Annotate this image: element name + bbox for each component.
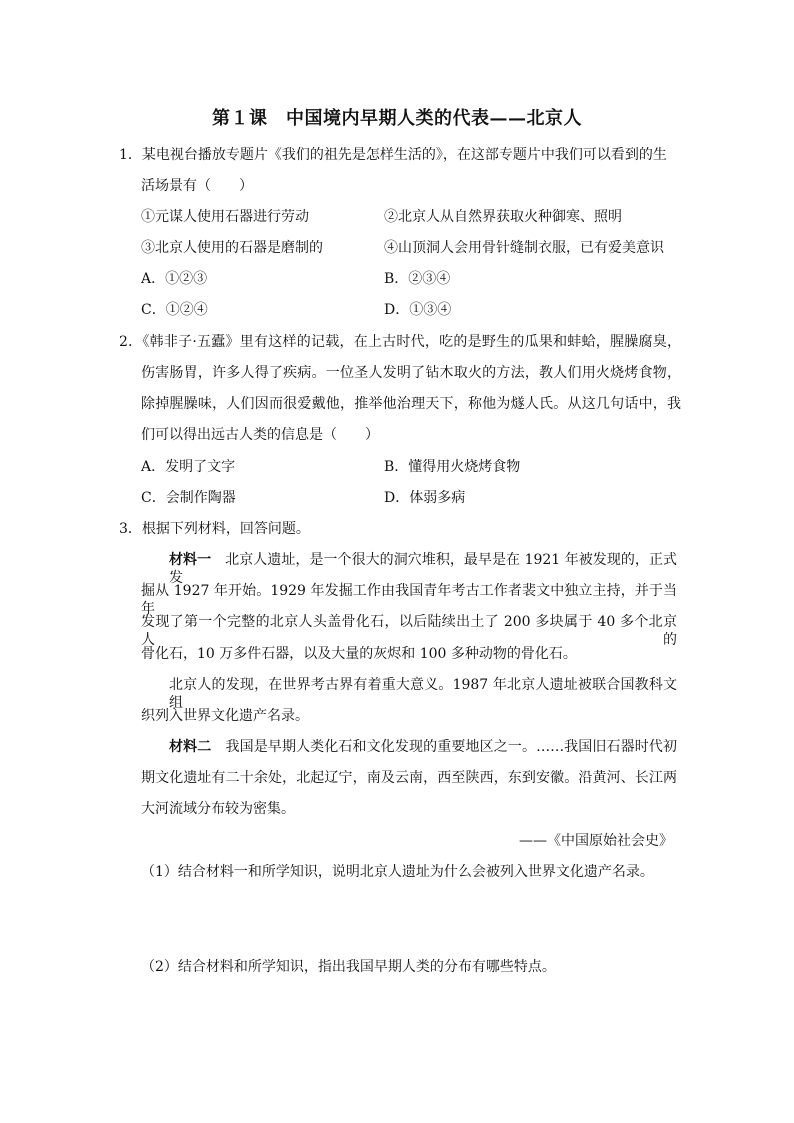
q3-material1-line4: 骨化石，10 万多件石器，以及大量的灰烬和 100 多种动物的骨化石。: [141, 646, 577, 662]
material1-text: 北京人遗址，是一个很大的洞穴堆积，最早是在 1921 年被发现的，正式发: [169, 552, 678, 586]
q3-subquestion-2: （2）结合材料和所学知识，指出我国早期人类的分布有哪些特点。: [141, 959, 556, 975]
page-title: 第１课 中国境内早期人类的代表——北京人: [212, 108, 582, 129]
q2-stem-line4: 们可以得出远古人类的信息是（ ）: [141, 427, 379, 443]
material2-text: 我国是早期人类化石和文化发现的重要地区之一。……我国旧石器时代初: [211, 739, 678, 755]
q3-subquestion-1: （1）结合材料一和所学知识，说明北京人遗址为什么会被列入世界文化遗产名录。: [141, 864, 654, 880]
q2-option-a: A．发明了文字: [141, 459, 236, 475]
q1-item-4: ④山顶洞人会用骨针缝制衣服，已有爱美意识: [384, 240, 664, 256]
q2-option-b: B．懂得用火烧烤食物: [384, 459, 521, 475]
q2-option-d: D．体弱多病: [384, 490, 466, 506]
q3-material1-line2: 掘从 1927 年开始。1929 年发掘工作由我国青年考古工作者裴文中独立主持，并于当年: [141, 583, 677, 617]
q3-material1-line3: 发现了第一个完整的北京人头盖骨化石，以后陆续出土了 200 多块属于 40 多个北京人的: [141, 614, 677, 648]
q3-stem: 3．根据下列材料，回答问题。: [119, 521, 310, 537]
q1-stem-line2: 活场景有（ ）: [141, 178, 253, 194]
q2-stem-line1: 2．《韩非子·五蠹》里有这样的记载，在上古时代，吃的是野生的瓜果和蚌蛤，腥臊腐臭，: [119, 334, 681, 350]
q1-option-b: B．②③④: [384, 271, 451, 287]
q3-paragraph2-line1: 北京人的发现，在世界考古界有着重大意义。1987 年北京人遗址被联合国教科文组: [169, 677, 677, 711]
q2-option-c: C．会制作陶器: [141, 490, 236, 506]
q2-stem-line2: 伤害肠胃，许多人得了疾病。一位圣人发明了钻木取火的方法，教人们用火烧烤食物，: [141, 365, 681, 381]
q1-option-a: A．①②③: [141, 271, 208, 287]
material2-label: 材料二: [169, 739, 212, 755]
q3-material2-line2: 期文化遗址有二十余处，北起辽宁，南及云南，西至陕西，东到安徽。沿黄河、长江两: [141, 770, 677, 786]
q3-paragraph2-line2: 织列入世界文化遗产名录。: [141, 708, 309, 724]
q3-material2-line3: 大河流域分布较为密集。: [141, 801, 295, 817]
q1-option-d: D．①③④: [384, 302, 452, 318]
q1-option-c: C．①②④: [141, 302, 208, 318]
q3-material2-line1: [169, 738, 677, 756]
material-source: ——《中国原始社会史》: [519, 833, 673, 849]
q1-item-3: ③北京人使用的石器是磨制的: [141, 240, 323, 256]
q1-stem-line1: 1．某电视台播放专题片《我们的祖先是怎样生活的》，在这部专题片中我们可以看到的生: [119, 147, 667, 163]
q1-item-1: ①元谋人使用石器进行劳动: [141, 209, 309, 225]
material1-label: 材料一: [169, 552, 212, 568]
q2-stem-line3: 除掉腥臊味，人们因而很爱戴他，推举他治理天下，称他为燧人氏。从这几句话中，我: [141, 396, 681, 412]
q1-item-2: ②北京人从自然界获取火种御寒、照明: [384, 209, 622, 225]
